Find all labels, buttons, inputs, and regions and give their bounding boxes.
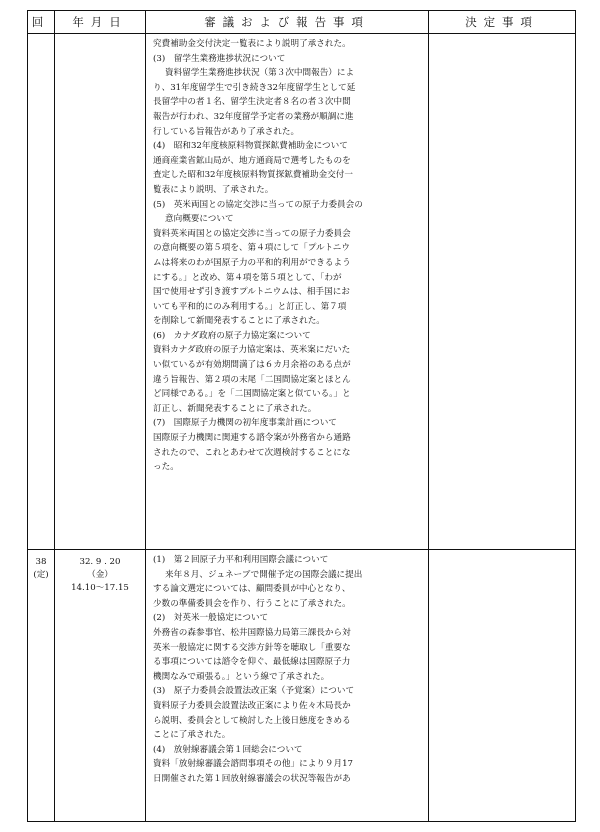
- text-line: 資料留学生業務進捗状況（第３次中間報告）によ: [165, 68, 355, 79]
- meeting-date: 32. 9 . 20: [79, 557, 121, 567]
- text-line: ムは将来のわが国原子力の平和的利用ができるよう: [153, 257, 351, 268]
- text-line: を削除して新聞発表することに了承された。: [153, 316, 325, 327]
- text-line: する論文選定については、顧問委員が中心となり、: [153, 584, 351, 595]
- header-date: 年月日: [55, 11, 146, 34]
- item-heading: (4) 昭和32年度核原料物質探鉱費補助金について: [153, 141, 348, 152]
- text-line: 長留学中の者１名、留学生決定者８名の者３次中間: [153, 97, 351, 108]
- text-line: 少数の準備委員会を作り、行うことに了承された。: [153, 598, 351, 609]
- text-line: った。: [153, 462, 179, 473]
- text-line: 資料カナダ政府の原子力協定案は、英米案にだいた: [153, 345, 351, 356]
- row2-decision: [429, 550, 576, 822]
- text-line: 国際原子力機関に関連する諮令案が外務省から通路: [153, 433, 351, 444]
- text-line: り、31年度留学生で引き続き32年度留学生として延: [153, 82, 356, 93]
- text-line: ことに了承された。: [153, 730, 231, 741]
- meeting-time: 14.10～17.15: [71, 583, 129, 593]
- text-line: 行している旨報告があり了承された。: [153, 126, 300, 137]
- row2-date: [55, 550, 146, 822]
- text-line: 意向概要について: [165, 214, 234, 225]
- item-heading: (2) 対英米一般協定について: [153, 613, 269, 624]
- header-decision: 決定事項: [429, 11, 576, 34]
- text-line: されたので、これとあわせて次週検討することにな: [153, 447, 351, 458]
- row2-kai: [28, 550, 55, 822]
- item-heading: (1) 第２回原子力平和利用国際会議について: [153, 555, 329, 565]
- item-heading: (3) 留学生業務進捗状況について: [153, 53, 286, 64]
- text-line: い似ているが有効期間満了は６カ月余裕のある点が: [153, 360, 351, 371]
- text-line: 機関なみで頑張る。」という線で了承された。: [153, 671, 330, 682]
- text-line: 資料原子力委員会設置法改正案により佐々木局長か: [153, 700, 351, 711]
- text-line: 資料英米両国との協定交渉に当っての原子力委員会: [153, 228, 351, 239]
- text-line: 査定した昭和32年度核原料物質探鉱費補助金交付一: [153, 170, 353, 181]
- item-heading: (7) 国際原子力機関の初年度事業計画について: [153, 418, 337, 429]
- row1-date: [55, 34, 146, 550]
- meeting-weekday: （金）: [87, 570, 113, 580]
- item-heading: (4) 放射線審議会第１回総会について: [153, 744, 303, 755]
- row1-decision: [429, 34, 576, 550]
- table-row: [28, 550, 576, 822]
- table-row: [28, 34, 576, 550]
- text-line: 英米一般協定に関する交渉方針等を聴取し「重要な: [153, 642, 351, 653]
- text-line: 訂正し、新聞発表することに了承された。: [153, 403, 317, 414]
- text-line: 違う旨報告、第２項の末尾「二国間協定案とほとん: [153, 374, 351, 385]
- row1-kai: [28, 34, 55, 550]
- text-line: 外務省の森参事官、松井国際協力局第三課長から対: [153, 627, 351, 638]
- item-heading: (3) 原子力委員会設置法改正案（予覚案）について: [153, 686, 355, 697]
- item-heading: (6) カナダ政府の原子力協定案について: [153, 330, 311, 341]
- text-line: ど同様である。」を「二国間協定案と似ている。」と: [153, 389, 351, 400]
- row1-body: [146, 34, 429, 550]
- text-line: 来年８月、ジュネーブで開催予定の国際会議に提出: [165, 569, 363, 580]
- text-line: 覧表により説明、了承された。: [153, 184, 274, 195]
- header-kai: 回: [28, 11, 55, 34]
- text-line: にする。」と改め、第４項を第５項として、「わが: [153, 272, 342, 283]
- text-line: 報告が行われ、32年度留学予定者の業務が順調に進: [153, 111, 354, 122]
- minutes-table: [27, 10, 576, 822]
- row2-body: [146, 550, 429, 822]
- text-line: の意向概要の第５項を、第４項にして「プルトニウ: [153, 243, 350, 254]
- text-line: 通商産業省鉱山局が、地方通商局で選考したものを: [153, 155, 351, 166]
- text-line: 究費補助金交付決定一覧表により説明了承された。: [153, 39, 351, 49]
- meeting-type: (定): [33, 570, 49, 580]
- text-line: いても平和的にのみ利用する。」と訂正し、第７項: [153, 301, 347, 312]
- text-line: 国で使用せず引き渡すプルトニウムは、相手国にお: [153, 287, 350, 298]
- text-line: 資料「放射線審議会諮問事項その他」により９月17: [153, 759, 353, 770]
- header-body: 審議および報告事項: [146, 11, 429, 34]
- text-line: る事項については諮令を仰ぐ、最低線は国際原子力: [153, 657, 351, 668]
- text-line: 日開催された第１回放射線審議会の状況等報告があ: [153, 773, 351, 784]
- item-heading: (5) 英米両国との協定交渉に当っての原子力委員会の: [153, 199, 363, 210]
- meeting-number: 38: [35, 557, 47, 567]
- text-line: ら説明、委員会として検討した上後日態度をきめる: [153, 715, 351, 726]
- header-row: [28, 11, 576, 34]
